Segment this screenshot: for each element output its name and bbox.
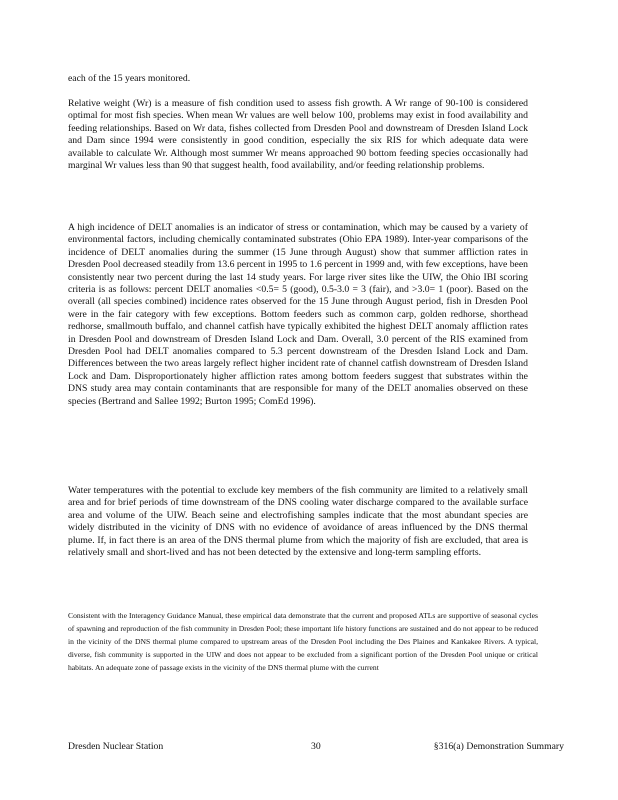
paragraph-fish-monitoring-intro: each of the 15 years monitored. [68,73,191,84]
paragraph-interagency-guidance: Consistent with the Interagency Guidance Manual, these empirical data demonstrate that the current and proposed ATLs are supportive of seasonal cycles of spawning and reproduction of the fish community in Dresden Pool; these important life history functions are sustained and do not appear to be reduced in the vicinity of the DNS thermal plume compared to upstream areas of the Dresden Pool including the Des Plaines and Kankakee Rivers. A typical, diverse, fish community is supported in the UIW and does not appear to be excluded from a significant portion of the Dresden Pool unique or critical habitats. An adequate zone of passage exists in the vicinity of the DNS thermal plume with the current [68,611,538,672]
footer-page-number: 30 [311,741,321,752]
paragraph-relative-weight: Relative weight (Wr) is a measure of fish condition used to assess fish growth. A Wr range of 90-100 is considered optimal for most fish species. When mean Wr values are well below 100, problems may exist in food availability and feeding relationships. Based on Wr data, fishes collected from Dresden Pool and downstream of Dresden Island Lock and Dam since 1994 were consistently in good condition, especially the six RIS for which adequate data were available to calculate Wr. Although most summer Wr means approached 90 bottom feeding species occasionally had marginal Wr values less than 90 that suggest health, food availability, and/or feeding relationship problems. [68,98,528,172]
paragraph-water-temperatures: Water temperatures with the potential to exclude key members of the fish community are limited to a relatively small area and for brief periods of time downstream of the DNS cooling water discharge compared to the available surface area and volume of the UIW. Beach seine and electrofishing samples indicate that the most abundant species are widely distributed in the vicinity of DNS with no evidence of avoidance of areas influenced by the DNS thermal plume. If, in fact there is an area of the DNS thermal plume from which the majority of fish are excluded, that area is relatively small and short-lived and has not been detected by the extensive and long-term sampling efforts. [68,485,528,559]
footer-station-name: Dresden Nuclear Station [68,741,164,752]
paragraph-delt-anomalies: A high incidence of DELT anomalies is an indicator of stress or contamination, which may be caused by a variety of environmental factors, including chemically contaminated substrates (Ohio EPA 1989). Inter-year comparisons of the incidence of DELT anomalies during the summer (15 June through August) show that summer affliction rates in Dresden Pool decreased steadily from 13.6 percent in 1995 to 1.6 percent in 1999 and, with few exceptions, have been consistently near two percent during the last 14 study years. For large river sites like the UIW, the Ohio IBI scoring criteria is as follows: percent DELT anomalies <0.5= 5 (good), 0.5-3.0 = 3 (fair), and >3.0= 1 (poor). Based on the overall (all species combined) incidence rates observed for the 15 June through August period, fish in Dresden Pool were in the fair category with few exceptions. Bottom feeders such as common carp, golden redhorse, shorthead redhorse, smallmouth buffalo, and channel catfish have typically exhibited the highest DELT anomaly affliction rates in Dresden Pool and downstream of Dresden Island Lock and Dam. Overall, 3.0 percent of the RIS examined from Dresden Pool had DELT anomalies compared to 5.3 percent downstream of the Dresden Island Lock and Dam. Differences between the two areas largely reflect higher incident rate of channel catfish downstream of Dresden Island Lock and Dam. Disproportionately higher affliction rates among bottom feeders suggest that substrates within the DNS study area may contain contaminants that are responsible for many of the DELT anomalies observed on these species (Bertrand and Sallee 1992; Burton 1995; ComEd 1996). [68,222,528,407]
page-footer [68,741,564,755]
footer-document-title: §316(a) Demonstration Summary [433,741,564,752]
